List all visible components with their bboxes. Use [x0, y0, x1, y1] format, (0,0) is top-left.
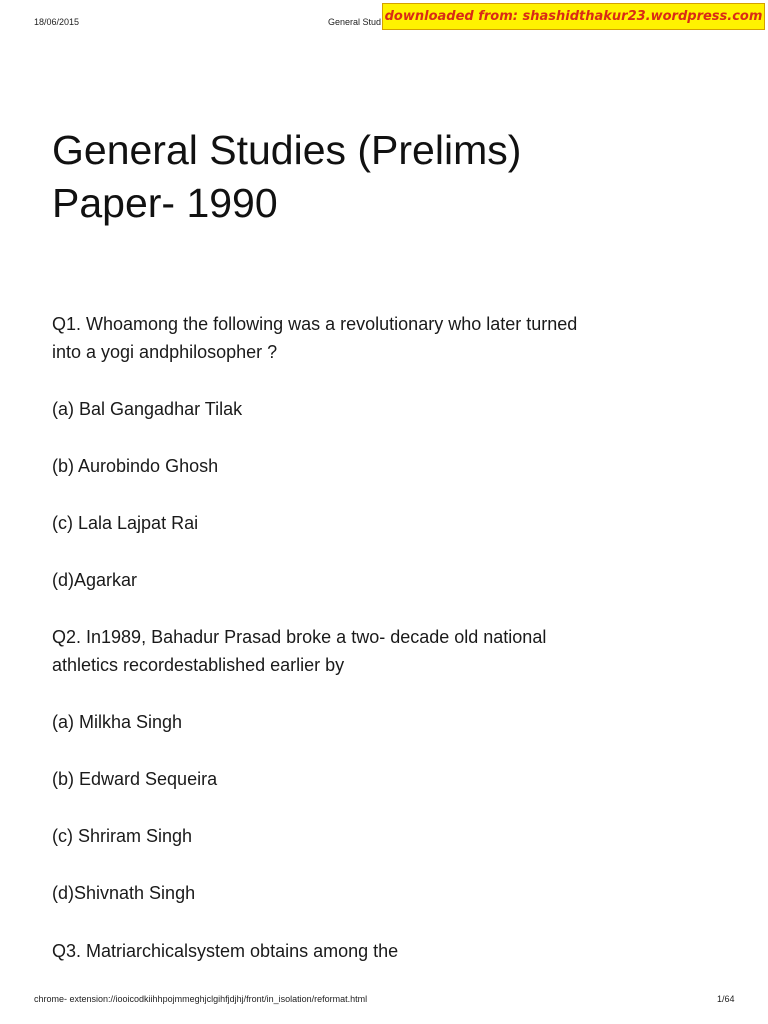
question-3	[52, 937, 692, 965]
question-1-option-c: (c) Lala Lajpat Rai	[52, 513, 199, 533]
question-3-text-line-1: Q3. Matriarchicalsystem obtains among the	[52, 941, 399, 961]
title-line-2: Paper- 1990	[52, 180, 278, 226]
question-2-text-line-1: Q2. In1989, Bahadur Prasad broke a two- decade old national	[52, 627, 547, 647]
question-2-option-b: (b) Edward Sequeira	[52, 769, 218, 789]
question-1-text-line-2: into a yogi andphilosopher ?	[52, 342, 278, 362]
download-watermark-banner	[382, 3, 765, 30]
question-1-option-a: (a) Bal Gangadhar Tilak	[52, 399, 243, 419]
title-line-1: General Studies (Prelims)	[52, 127, 522, 173]
question-2-option-c: (c) Shriram Singh	[52, 826, 193, 846]
question-2-option-a: (a) Milkha Singh	[52, 712, 183, 732]
print-date: 18/06/2015	[34, 17, 80, 27]
question-2-text-line-2: athletics recordestablished earlier by	[52, 655, 345, 675]
watermark-site: shashidthakur23.wordpress.com	[522, 9, 763, 24]
question-2-option-d: (d)Shivnath Singh	[52, 883, 196, 903]
watermark-prefix: downloaded from:	[384, 9, 518, 24]
page-number: 1/64	[717, 994, 735, 1004]
page-title	[52, 124, 712, 230]
footer-url: chrome- extension://iooicodkiihhpojmmeghjclgihfjdjhj/front/in_isolation/reformat.html	[34, 994, 368, 1004]
question-1-option-d: (d)Agarkar	[52, 570, 138, 590]
question-1-text-line-1: Q1. Whoamong the following was a revolutionary who later turned	[52, 314, 578, 334]
question-1-option-b: (b) Aurobindo Ghosh	[52, 456, 219, 476]
question-2	[52, 623, 692, 679]
print-header-title: General Stud	[328, 17, 382, 27]
question-1	[52, 310, 692, 366]
